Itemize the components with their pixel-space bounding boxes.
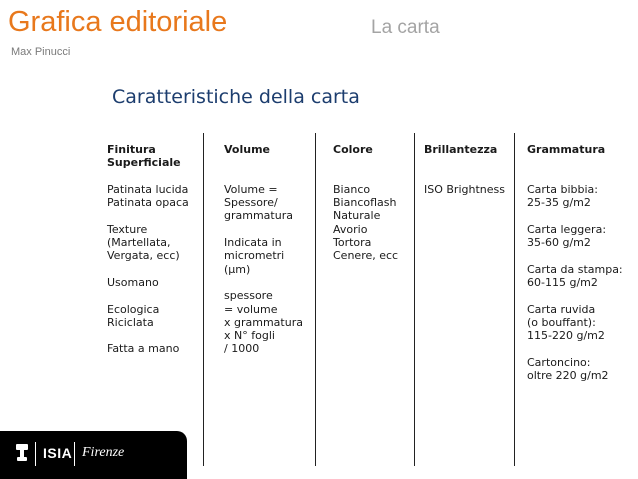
logo-city-text: Firenze bbox=[82, 445, 125, 460]
column-body: Bianco Biancoflash Naturale Avorio Tortora Cenere, ecc bbox=[333, 182, 399, 263]
column-colore bbox=[333, 143, 398, 263]
column-brillantezza bbox=[424, 143, 505, 196]
column-body: ISO Brightness bbox=[424, 182, 505, 196]
column-header: Colore bbox=[333, 143, 373, 156]
presentation-title: Grafica editoriale bbox=[8, 6, 228, 38]
slide-heading: Caratteristiche della carta bbox=[112, 86, 360, 108]
column-divider bbox=[414, 133, 415, 466]
column-grammatura bbox=[527, 143, 623, 382]
column-body: Carta bibbia: 25-35 g/m2 Carta leggera: 35-60 g/m2 Carta da stampa: 60-115 g/m2 Carta ruvida (o bouffant): 115-220 g/m2 Cartoncino: oltre 220 g/m2 bbox=[527, 182, 623, 383]
column-header: Brillantezza bbox=[424, 143, 498, 156]
column-header: Volume bbox=[224, 143, 270, 156]
column-header: Grammatura bbox=[527, 143, 606, 156]
column-body: Volume = Spessore/ grammatura Indicata in micrometri (µm) spessore = volume x grammatura x N° fogli / 1000 bbox=[224, 182, 303, 356]
column-finitura bbox=[107, 143, 189, 356]
column-divider bbox=[315, 133, 316, 466]
column-divider bbox=[203, 133, 204, 466]
author-name: Max Pinucci bbox=[11, 46, 71, 58]
logo-isia-text: ISIA bbox=[43, 445, 73, 461]
logo-divider bbox=[74, 442, 75, 466]
isia-torch-icon bbox=[14, 443, 30, 463]
column-header: Finitura Superficiale bbox=[107, 143, 181, 170]
column-volume bbox=[224, 143, 303, 356]
column-body: Patinata lucida Patinata opaca Texture (Martellata, Vergata, ecc) Usomano Ecologica Riciclata Fatta a mano bbox=[107, 182, 189, 356]
column-divider bbox=[514, 133, 515, 466]
logo-divider bbox=[35, 442, 36, 466]
slide-topic: La carta bbox=[371, 17, 440, 38]
